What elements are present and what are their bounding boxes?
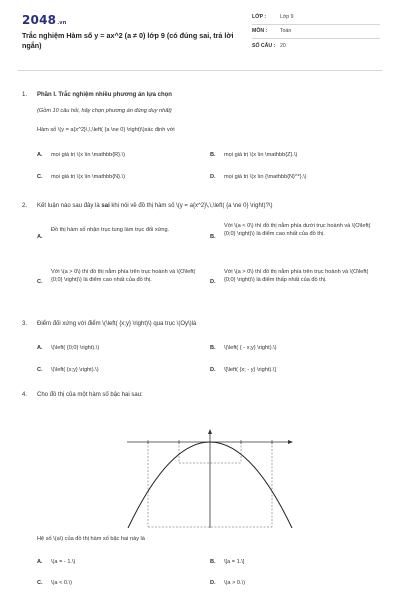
meta-value: Lớp 9 [280, 13, 294, 20]
meta-row-count [252, 39, 380, 53]
option-letter: C. [37, 174, 43, 180]
header-divider [18, 70, 382, 71]
meta-value: 20 [280, 42, 286, 49]
meta-key: SỐ CÂU : [252, 42, 276, 49]
option-letter: D. [210, 580, 216, 586]
section-title: Phần I. Trắc nghiệm nhiều phương án lựa chọn [37, 92, 172, 98]
meta-key: MÔN : [252, 28, 268, 35]
option-letter: C. [37, 580, 43, 586]
option-text: \(a = - 1.\) [51, 559, 76, 565]
option-letter: A. [37, 345, 43, 351]
parabola-graph [125, 428, 295, 528]
option-letter: D. [210, 367, 216, 373]
question-text-bold: sai [101, 203, 110, 209]
question-text: Cho đồ thị của một hàm số bậc hai sau: [37, 392, 143, 398]
question-text: Điểm đối xứng với điểm \(\left( {x;y} \right)\) qua trục \(Oy\)là [37, 321, 197, 327]
option-letter: A. [37, 152, 43, 158]
logo-suffix: .vn [57, 20, 67, 26]
meta-row-class [252, 10, 380, 25]
option-text: \[\left( {x; - y} \right).\] [224, 367, 276, 373]
meta-row-subject [252, 25, 380, 40]
question-number: 2. [22, 203, 28, 209]
option-letter: B. [210, 234, 216, 240]
option-letter: B. [210, 345, 216, 351]
x-axis-arrow [288, 440, 293, 444]
option-text: mọi giá trị \(x \in \mathbb{R}.\) [51, 152, 125, 158]
option-text: \(\left( {0;0} \right).\) [51, 345, 100, 351]
option-text: Đồ thị hàm số nhận trục tung làm trục đối xứng. [51, 227, 170, 233]
option-text: \(a < 0.\) [51, 580, 72, 586]
quiz-title: Trắc nghiệm Hàm số y = ax^2 (a ≠ 0) lớp 9 (có đúng sai, trả lời ngắn) [22, 31, 234, 50]
meta-key: LỚP : [252, 13, 267, 20]
question-text: Hệ số \(a\) của đồ thị hàm số bậc hai này là [37, 536, 145, 542]
option-letter: D. [210, 174, 216, 180]
logo-text: 2048 [22, 13, 57, 27]
option-letter: C. [37, 279, 43, 285]
option-text: mọi giá trị \(x \in \mathbb{Z}.\) [224, 152, 298, 158]
option-letter: C. [37, 367, 43, 373]
option-text: mọi giá trị \(x \in \mathbb{N}.\) [51, 174, 125, 180]
option-letter: B. [210, 559, 216, 565]
option-letter: A. [37, 234, 43, 240]
question-text-part: Kết luận nào sau đây là [37, 203, 102, 209]
option-text: \(\left( { - x;y} \right).\) [224, 345, 277, 351]
option-text: Với \(a > 0\) thì đồ thị nằm phía trên trục hoành và \(O\left( {0;0} \right)\) là điểm cao nhất của đồ thị. [51, 269, 196, 283]
question-number: 4. [22, 392, 28, 398]
site-logo[interactable] [22, 13, 67, 27]
option-text: Với \(a < 0\) thì đồ thị nằm phía dưới trục hoành và \(O\left( {0;0} \right)\) là điểm cao nhất của đồ thị. [224, 223, 371, 237]
meta-value: Toán [280, 28, 292, 35]
section-note: (Gồm 10 câu hỏi, hãy chọn phương án đúng duy nhất) [37, 108, 172, 114]
page-header [0, 0, 400, 60]
quiz-meta [252, 10, 380, 53]
option-letter: D. [210, 279, 216, 285]
option-text: Với \(a > 0\) thì đồ thị nằm phía trên trục hoành và \(O\left( {0;0} \right)\) là điểm thấp nhất của đồ thị. [224, 269, 369, 283]
question-number: 3. [22, 321, 28, 327]
question-text-part: khi nói về đồ thị hàm số \(y = a{x^2}\,\,\left( {a \ne 0} \right)?\) [109, 203, 273, 209]
option-text: mọi giá trị \(x \in {\mathbb{N}^*}.\) [224, 174, 307, 180]
question-number: 1. [22, 92, 28, 98]
question-text [37, 203, 272, 209]
option-letter: B. [210, 152, 216, 158]
y-axis-arrow [208, 429, 212, 434]
option-text: \[a = 1.\] [224, 559, 245, 565]
option-text: \(\left( {x;y} \right).\) [51, 367, 99, 373]
option-text: \(a > 0.\) [224, 580, 245, 586]
option-letter: A. [37, 559, 43, 565]
question-text: Hàm số \(y = a{x^2}\,\,\left( {a \ne 0} \right)\)xác định với [37, 127, 175, 133]
